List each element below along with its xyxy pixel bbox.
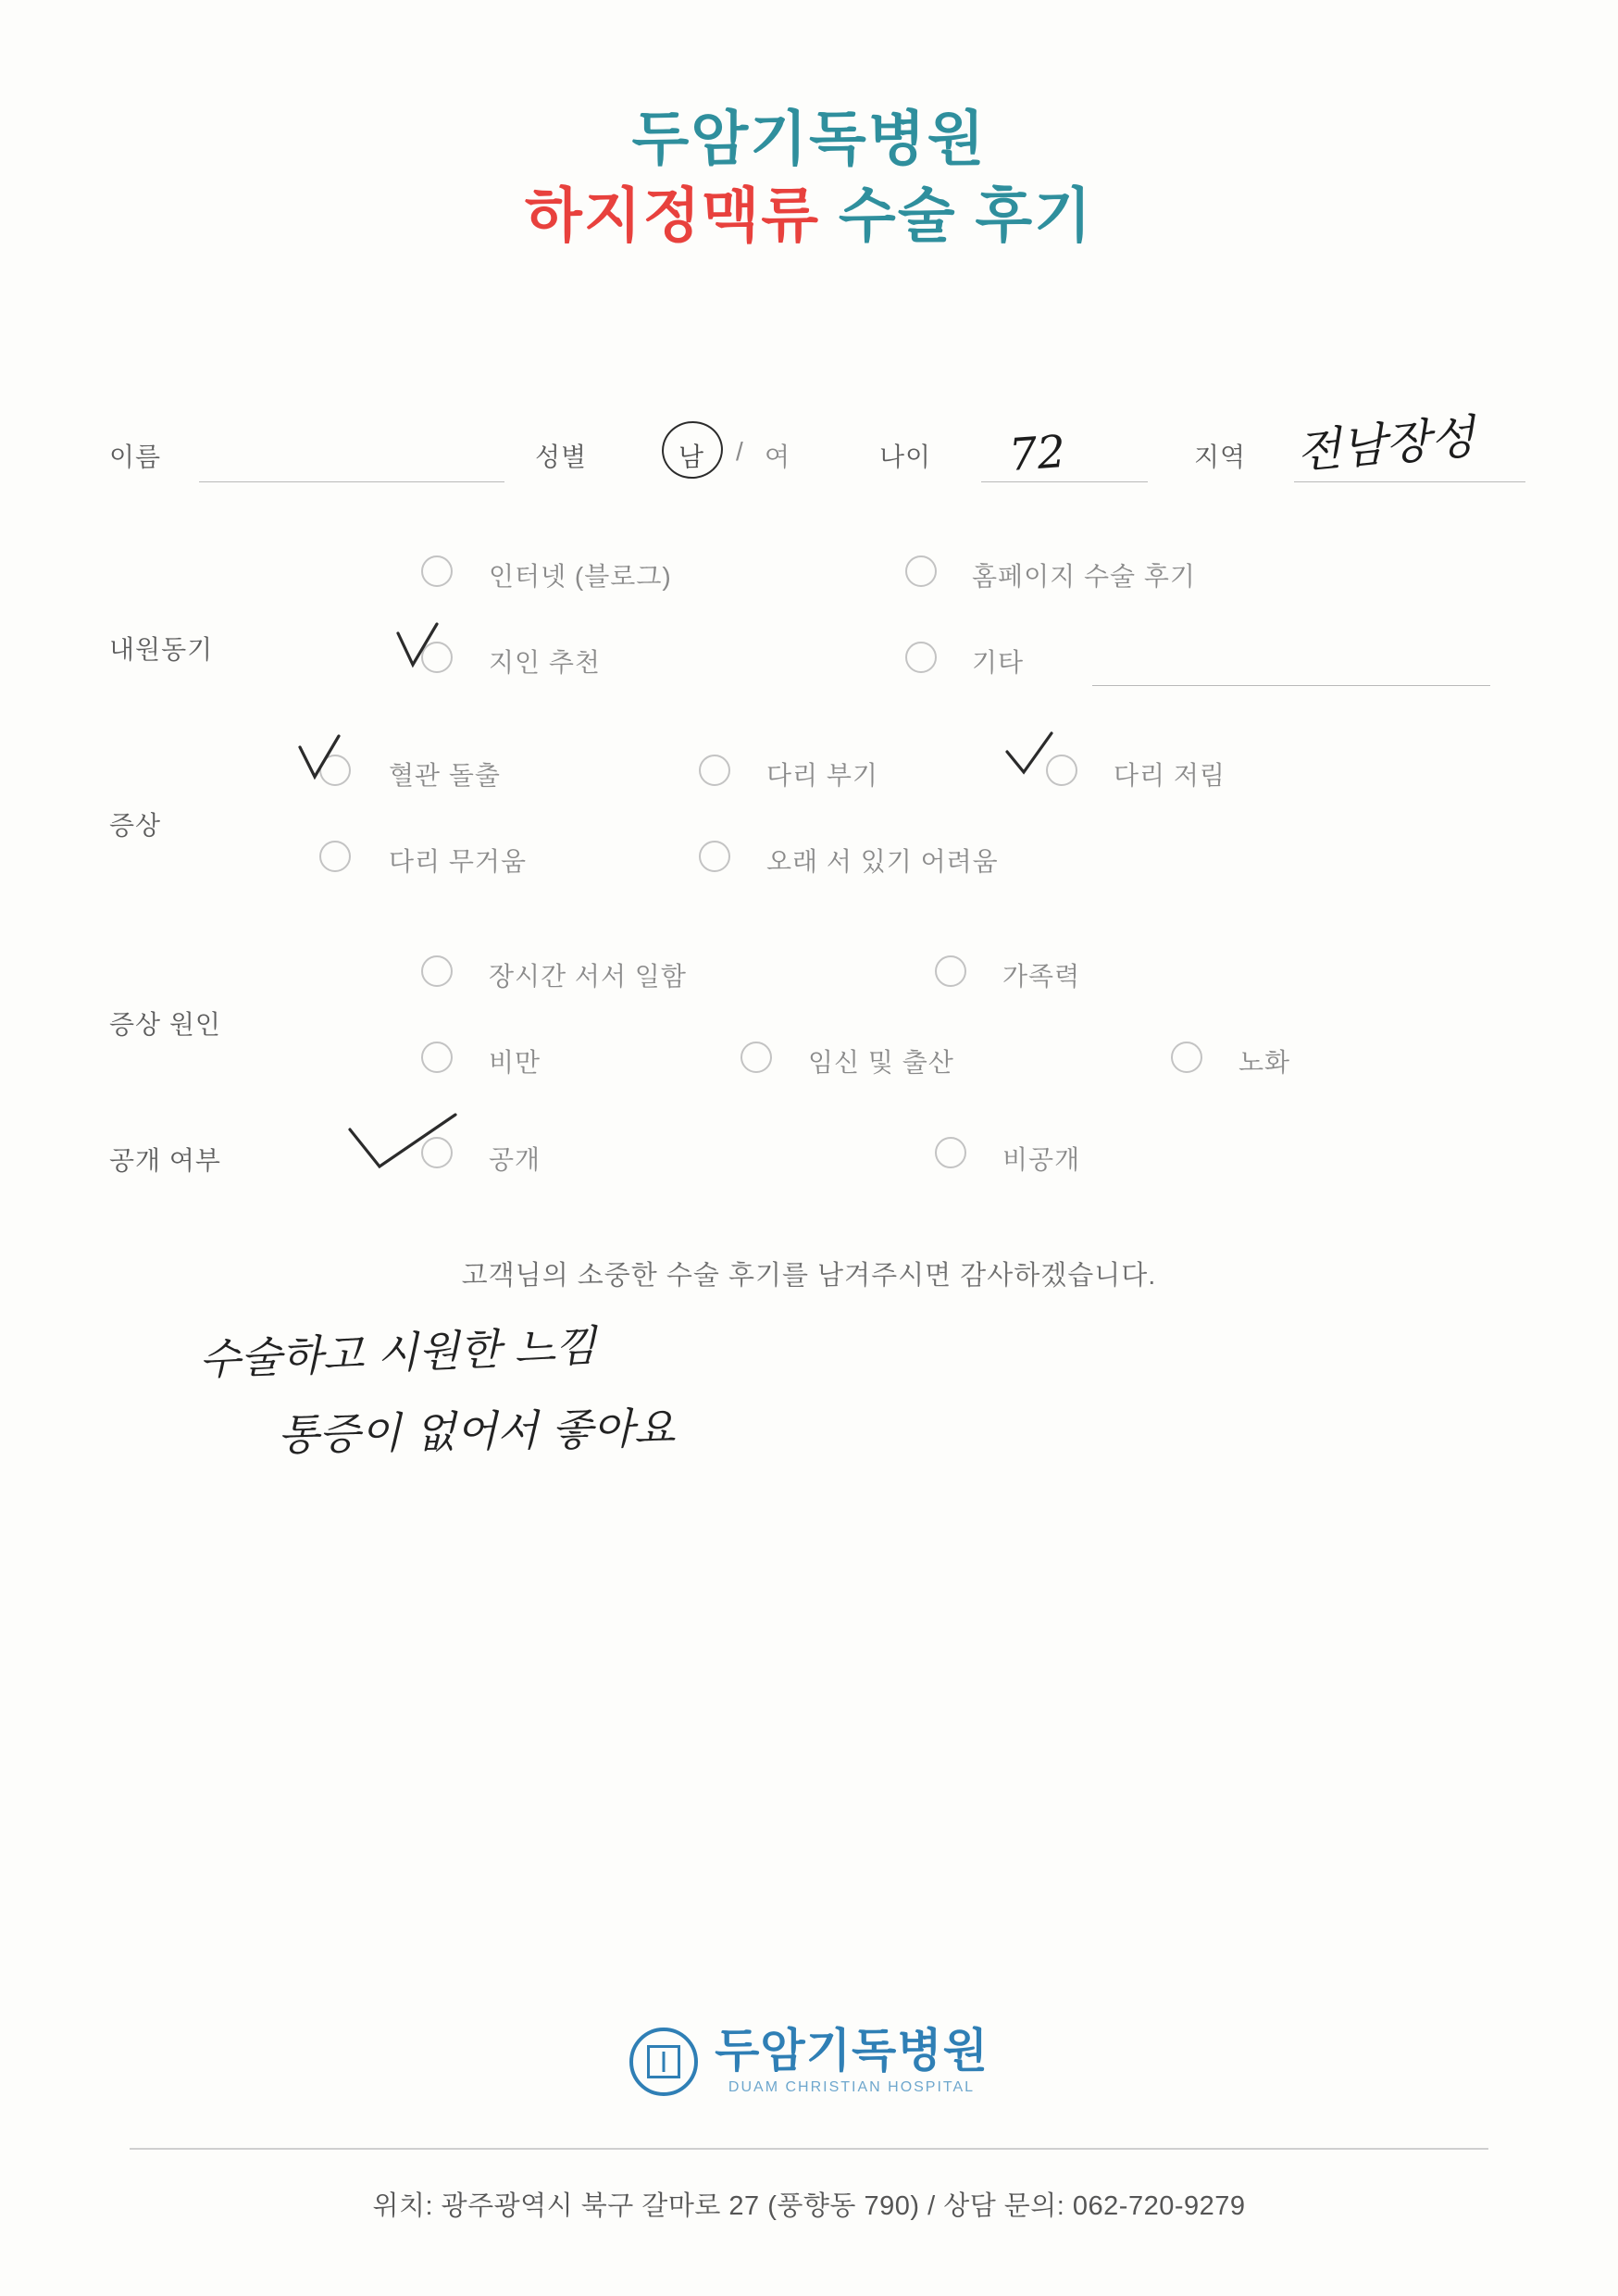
form-header bbox=[0, 102, 1618, 256]
gender-male-circled-mark bbox=[658, 418, 727, 483]
visit-reason-option-1-label[interactable]: 홈페이지 수술 후기 bbox=[972, 562, 1196, 591]
name-label: 이름 bbox=[109, 443, 162, 471]
visit-reason-option-0-circle[interactable] bbox=[421, 555, 453, 587]
symptom-option-1-label[interactable]: 다리 부기 bbox=[766, 761, 878, 790]
cause-option-2-circle[interactable] bbox=[421, 1042, 453, 1073]
footer-divider bbox=[130, 2148, 1488, 2150]
region-value: 전남장성 bbox=[1294, 409, 1477, 480]
symptom-option-2-label[interactable]: 다리 저림 bbox=[1114, 761, 1226, 790]
cause-option-3-label[interactable]: 임신 및 출산 bbox=[808, 1048, 954, 1077]
disclosure-option-1-label[interactable]: 비공개 bbox=[1002, 1145, 1081, 1174]
review-handwriting-line-2: 통증이 없어서 좋아요 bbox=[277, 1403, 676, 1460]
disclosure-label: 공개 여부 bbox=[109, 1146, 221, 1175]
visit-reason-option-2-circle[interactable] bbox=[421, 642, 453, 673]
cause-option-1-circle[interactable] bbox=[935, 955, 966, 987]
form-title bbox=[0, 176, 1618, 256]
symptom-option-0-label[interactable]: 혈관 돌출 bbox=[389, 761, 501, 790]
cause-option-0-label[interactable]: 장시간 서서 일함 bbox=[489, 962, 687, 991]
gender-option-female[interactable]: 여 bbox=[765, 443, 791, 471]
gender-label: 성별 bbox=[535, 443, 588, 471]
visit-reason-option-3-label[interactable]: 기타 bbox=[972, 648, 1025, 677]
visit-reason-label: 내원동기 bbox=[109, 635, 214, 664]
gender-option-male[interactable]: 남 bbox=[678, 443, 705, 471]
region-input[interactable] bbox=[1294, 481, 1525, 482]
symptom-option-3-label[interactable]: 다리 무거움 bbox=[389, 847, 528, 876]
age-value: 72 bbox=[1007, 425, 1067, 482]
cause-option-4-circle[interactable] bbox=[1171, 1042, 1202, 1073]
cause-option-2-label[interactable]: 비만 bbox=[489, 1048, 541, 1077]
name-input[interactable] bbox=[199, 481, 504, 482]
disclosure-option-0-circle[interactable] bbox=[421, 1137, 453, 1168]
review-handwriting-line-1: 수술하고 시원한 느낌 bbox=[198, 1320, 598, 1385]
footer-logo-name-en: DUAM CHRISTIAN HOSPITAL bbox=[728, 2079, 976, 2095]
symptom-option-4-label[interactable]: 오래 서 있기 어려움 bbox=[766, 847, 999, 876]
symptom-option-1-circle[interactable] bbox=[699, 755, 730, 786]
visit-reason-other-input[interactable] bbox=[1092, 685, 1490, 686]
cause-option-4-label[interactable]: 노화 bbox=[1238, 1048, 1291, 1077]
form-title-rest: 수술 후기 bbox=[820, 182, 1093, 249]
disclosure-option-1-circle[interactable] bbox=[935, 1137, 966, 1168]
visit-reason-option-3-circle[interactable] bbox=[905, 642, 937, 673]
footer-logo bbox=[0, 2025, 1618, 2096]
age-label: 나이 bbox=[879, 443, 932, 471]
symptom-option-2-circle[interactable] bbox=[1046, 755, 1077, 786]
symptom-option-4-circle[interactable] bbox=[699, 841, 730, 872]
visit-reason-option-2-label[interactable]: 지인 추천 bbox=[489, 648, 601, 677]
form-title-highlight: 하지정맥류 bbox=[525, 182, 821, 249]
disclosure-option-0-label[interactable]: 공개 bbox=[489, 1145, 541, 1174]
visit-reason-option-1-circle[interactable] bbox=[905, 555, 937, 587]
visit-reason-option-0-label[interactable]: 인터넷 (블로그) bbox=[489, 562, 672, 591]
symptom-option-3-circle[interactable] bbox=[319, 841, 351, 872]
review-prompt: 고객님의 소중한 수술 후기를 남겨주시면 감사하겠습니다. bbox=[461, 1261, 1157, 1291]
age-input[interactable] bbox=[981, 481, 1148, 482]
cause-option-0-circle[interactable] bbox=[421, 955, 453, 987]
hospital-name-title: 두암기독병원 bbox=[631, 106, 987, 172]
hospital-logo-icon bbox=[629, 2028, 698, 2096]
footer-address: 위치: 광주광역시 북구 갈마로 27 (풍향동 790) / 상담 문의: 062-720-9279 bbox=[372, 2191, 1246, 2221]
symptom-option-0-circle[interactable] bbox=[319, 755, 351, 786]
gender-separator: / bbox=[736, 437, 744, 466]
region-label: 지역 bbox=[1194, 443, 1247, 471]
causes-label: 증상 원인 bbox=[109, 1010, 221, 1039]
footer-logo-name-ko: 두암기독병원 bbox=[715, 2025, 989, 2077]
cause-option-1-label[interactable]: 가족력 bbox=[1002, 962, 1081, 991]
symptoms-label: 증상 bbox=[109, 811, 162, 840]
cause-option-3-circle[interactable] bbox=[741, 1042, 772, 1073]
